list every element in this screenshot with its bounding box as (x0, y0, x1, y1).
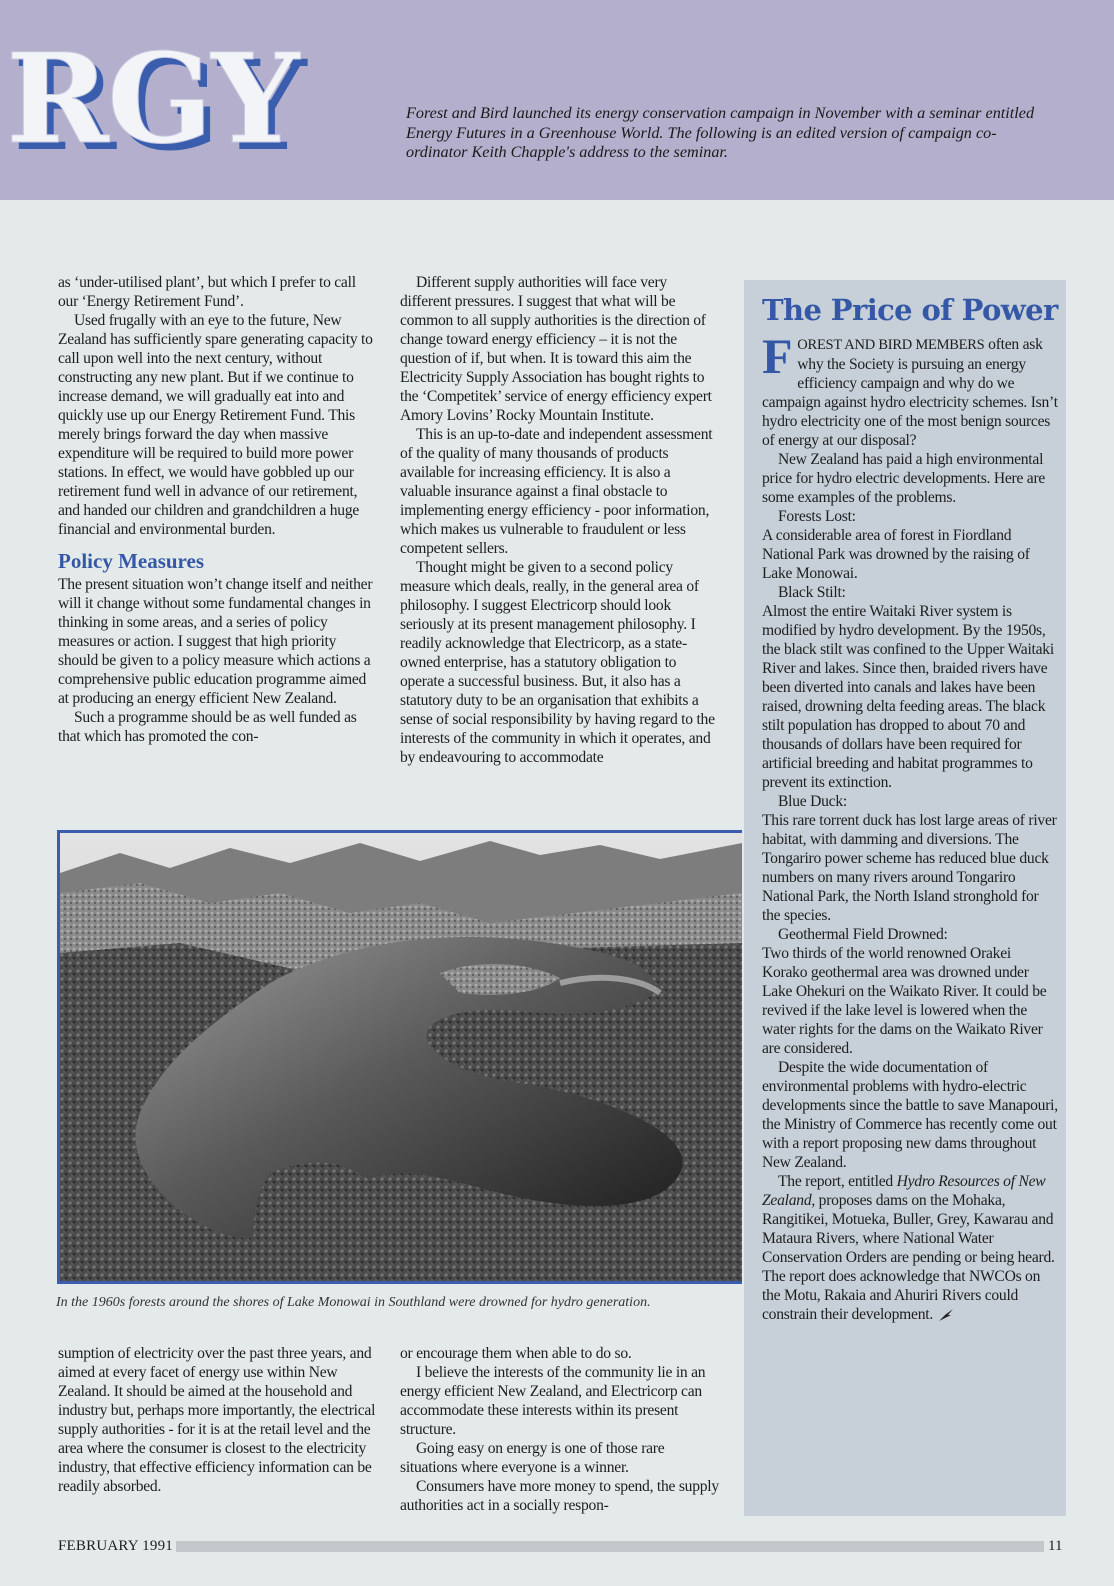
subhead-geothermal: Geothermal Field Drowned: (778, 926, 948, 943)
sidebar-body (762, 328, 1058, 1324)
footer-rule (176, 1541, 1044, 1552)
lead-caps: OREST AND BIRD MEMBERS (797, 337, 985, 353)
section-title-fragment: RGY (6, 27, 298, 172)
paragraph: This is an up-to-date and independent assessment of the quality of many thousands of products available for increasing efficiency. It is also a valuable insurance against a final obstacle to implementing energy efficiency - poor information, which makes us vulnerable to fraudulent or less competent sellers. (400, 426, 713, 557)
article-column-1 (58, 273, 376, 746)
paragraph: Thought might be given to a second policy measure which deals, really, in the general area of philosophy. I suggest Electricorp should look seriously at its present management philosophy. I readily acknowledge that Electricorp, as a state-owned enterprise, has a statutory obligation to operate a successful business. But, it also has a statutory duty to be an organisation that exhibits a sense of social responsibility by having regard to the interests of the community in which it operates, and by endeavouring to accommodate (400, 559, 715, 766)
paragraph: Consumers have more money to spend, the supply authorities act in a socially respon- (400, 1478, 719, 1514)
section-heading: Policy Measures (58, 549, 204, 573)
paragraph: as ‘under-utilised plant’, but which I prefer to call our ‘Energy Retirement Fund’. (58, 274, 356, 310)
sidebar-title: The Price of Power (762, 293, 1058, 327)
text-run: , proposes dams on the Mohaka, Rangitikei, Motueka, Buller, Grey, Kawarau and Mataura Rivers, where National Water Conservation Orders are pending or being heard. The report does acknowledge that NWCOs on the Motu, Rakaia and Ahuriri Rivers could constrain their development. (762, 1192, 1055, 1323)
paragraph: I believe the interests of the community lie in an energy efficient New Zealand, and Electricorp can accommodate these interests within its present structure. (400, 1364, 706, 1438)
paragraph: The present situation won’t change itself and neither will it change without some fundamental changes in thinking in some areas, and a series of policy measures or action. I suggest that high priority should be given to a policy measure which actions a comprehensive public education programme aimed at producing an energy efficient New Zealand. (58, 576, 373, 707)
paragraph (762, 1172, 1058, 1324)
paragraph: Used frugally with an eye to the future, New Zealand has sufficiently spare generating capacity to call upon well into the next century, without constructing any new plant. But if we continue to increase demand, we will gradually eat into and quickly use up our Energy Retirement Fund. This merely brings forward the day when massive expenditure will be required to build more power stations. In effect, we would have gobbled up our retirement fund well in advance of our retirement, and handed our children and grandchildren a huge financial and environmental burden. (58, 312, 373, 538)
text-run: The report, entitled (778, 1173, 897, 1190)
sidebar-lead-paragraph (762, 328, 1058, 450)
report-title: Hydro Resources of New Zealand (762, 1173, 1046, 1209)
paragraph: A considerable area of forest in Fiordland National Park was drowned by the raising of Lake Monowai. (762, 527, 1030, 582)
paragraph: New Zealand has paid a high environmental price for hydro electric developments. Here are some examples of the problems. (762, 451, 1046, 506)
paragraph: Two thirds of the world renowned Orakei Korako geothermal area was drowned under Lake Ohekuri on the Waikato River. It could be revived if the lake level is lowered when the water rights for the dams on the Waikato River are considered. (762, 945, 1047, 1057)
drop-cap: F (762, 328, 793, 384)
photo-caption: In the 1960s forests around the shores of Lake Monowai in Southland were drowned for hydro generation. (56, 1295, 651, 1310)
subhead-blue-duck: Blue Duck: (778, 793, 847, 810)
paragraph: Such a programme should be as well funded as that which has promoted the con- (58, 709, 357, 745)
subhead-forests-lost: Forests Lost: (778, 508, 856, 525)
bird-end-mark-icon (937, 1307, 955, 1323)
lead-text: often ask why the Society is pursuing an energy efficiency campaign and why do we campaign against hydro electricity schemes. Isn’t hydro electricity one of the most benign sources of energy at our disposal? (762, 336, 1058, 449)
article-column-2 (400, 273, 720, 767)
landscape-illustration (60, 833, 742, 1284)
footer-date: FEBRUARY 1991 (58, 1538, 173, 1554)
article-intro: Forest and Bird launched its energy conservation campaign in November with a seminar entitled Energy Futures in a Greenhouse World. The following is an edited version of campaign co-ordinator Keith Chapple's address to the seminar. (406, 104, 1035, 161)
article-column-1-continued (58, 1344, 376, 1496)
paragraph: or encourage them when able to do so. (400, 1345, 632, 1362)
lake-monowai-photo (57, 830, 742, 1284)
paragraph: Almost the entire Waitaki River system is modified by hydro development. By the 1950s, the black stilt was confined to the Upper Waitaki River and lakes. Since then, braided rivers have been diverted into canals and lakes have been raised, drowning delta feeding areas. The black stilt population has dropped to about 70 and thousands of dollars have been required for artificial breeding and habitat programmes to prevent its extinction. (762, 603, 1054, 791)
subhead-black-stilt: Black Stilt: (778, 584, 846, 601)
page-number: 11 (1048, 1538, 1063, 1554)
paragraph: Different supply authorities will face very different pressures. I suggest that what will be common to all supply authorities is the direction of change toward energy efficiency – it is not the question of if, but when. It is toward this aim the Electricity Supply Association has bought rights to the ‘Competitek’ service of energy efficiency expert Amory Lovins’ Rocky Mountain Institute. (400, 274, 712, 424)
paragraph: This rare torrent duck has lost large areas of river habitat, with damming and diversions. The Tongariro power scheme has reduced blue duck numbers on many rivers around Tongariro National Park, the North Island stronghold for the species. (762, 812, 1057, 924)
paragraph: sumption of electricity over the past three years, and aimed at every facet of energy use within New Zealand. It should be aimed at the household and industry but, perhaps more importantly, the electrical supply authorities - for it is at the retail level and the area where the consumer is closest to the electricity industry, that effective efficiency information can be readily absorbed. (58, 1345, 376, 1495)
paragraph: Despite the wide documentation of environmental problems with hydro-electric developments since the battle to save Manapouri, the Ministry of Commerce has recently come out with a report proposing new dams throughout New Zealand. (762, 1059, 1058, 1171)
paragraph: Going easy on energy is one of those rare situations where everyone is a winner. (400, 1440, 665, 1476)
article-column-2-continued (400, 1344, 720, 1515)
